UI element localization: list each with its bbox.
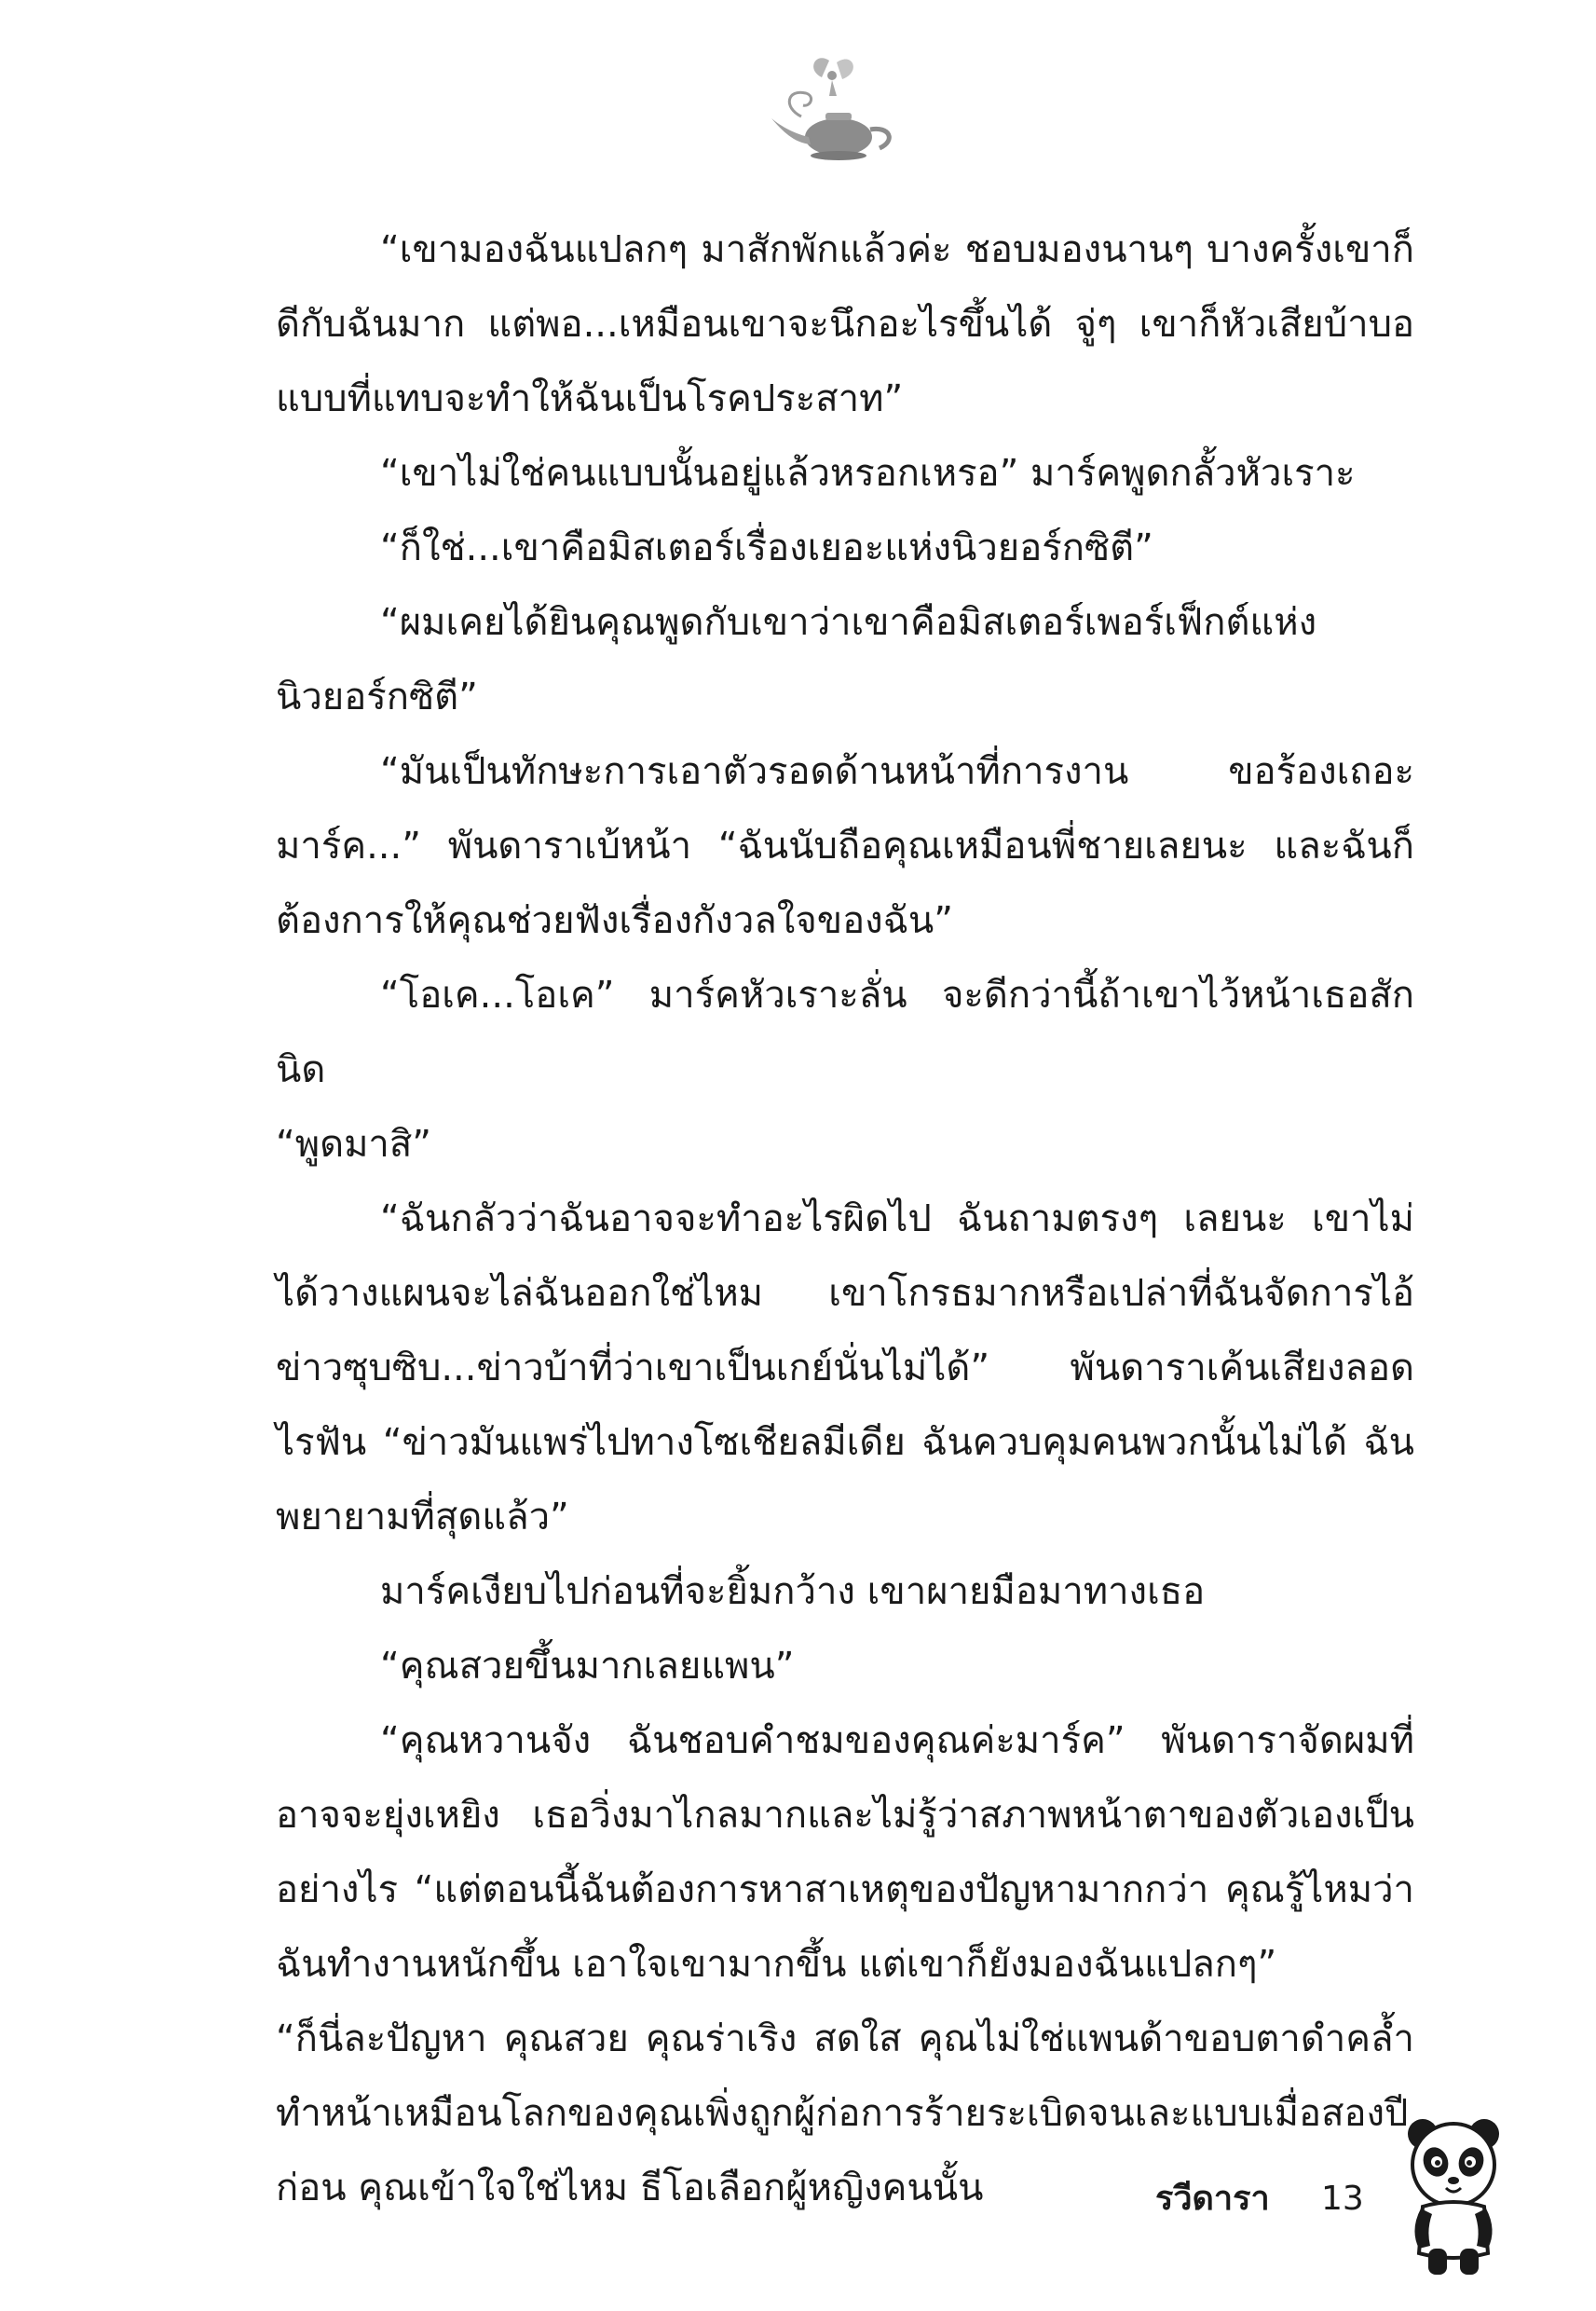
- body-text: [276, 212, 1414, 2225]
- paragraph: “คุณสวยขึ้นมากเลยแพน”: [380, 1645, 795, 1688]
- paragraph: “ก็นี่ละปัญหา คุณสวย คุณร่าเริง สดใส คุณไม่ใช่แพนด้าขอบตาดำคล้ำ ทำหน้าเหมือนโลกของคุณเพิ่งถูกผู้ก่อการร้ายระเบิดจนเละแบบเมื่อสองปีก่อน คุณเข้าใจใช่ไหม ธีโอเลือกผู้หญิงคนนั้น: [276, 2017, 1414, 2209]
- page-footer: [1155, 2171, 1398, 2227]
- paragraph: มาร์คเงียบไปก่อนที่จะยิ้มกว้าง เขาผายมือมาทางเธอ: [380, 1570, 1206, 1613]
- teapot-fairy-icon: [764, 51, 904, 172]
- paragraph: “เขามองฉันแปลกๆ มาสักพักแล้วค่ะ ชอบมองนานๆ บางครั้งเขาก็ดีกับฉันมาก แต่พอ...เหมือนเขาจะนึกอะไรขึ้นได้ จู่ๆ เขาก็หัวเสียบ้าบอแบบที่แทบจะทำให้ฉันเป็นโรคประสาท”: [276, 228, 1414, 420]
- panda-icon: [1402, 2113, 1505, 2281]
- page-number: 13: [1321, 2180, 1364, 2218]
- paragraph: “ฉันกลัวว่าฉันอาจจะทำอะไรผิดไป ฉันถามตรงๆ เลยนะ เขาไม่ได้วางแผนจะไล่ฉันออกใช่ไหม เขาโกรธมากหรือเปล่าที่ฉันจัดการไอ้ข่าวซุบซิบ...ข่าวบ้าที่ว่าเขาเป็นเกย์นั่นไม่ได้” พันดาราเค้นเสียงลอดไรฟัน “ข่าวมันแพร่ไปทางโซเชียลมีเดีย ฉันควบคุมคนพวกนั้นไม่ได้ ฉันพยายามที่สุดแล้ว”: [276, 1197, 1414, 1538]
- paragraph: “ผมเคยได้ยินคุณพูดกับเขาว่าเขาคือมิสเตอร์เพอร์เฟ็กต์แห่งนิวยอร์กซิตี”: [276, 601, 1317, 718]
- paragraph: “ก็ใช่...เขาคือมิสเตอร์เรื่องเยอะแห่งนิวยอร์กซิตี”: [380, 526, 1153, 569]
- paragraph: “พูดมาสิ”: [276, 1123, 432, 1166]
- paragraph: “โอเค...โอเค” มาร์คหัวเราะลั่น จะดีกว่านี้ถ้าเขาไว้หน้าเธอสักนิด: [276, 974, 1414, 1091]
- paragraph: “มันเป็นทักษะการเอาตัวรอดด้านหน้าที่การงาน ขอร้องเถอะมาร์ค...” พันดาราเบ้หน้า “ฉันนับถือคุณเหมือนพี่ชายเลยนะ และฉันก็ต้องการให้คุณช่วยฟังเรื่องกังวลใจของฉัน”: [276, 750, 1414, 942]
- paragraph: “คุณหวานจัง ฉันชอบคำชมของคุณค่ะมาร์ค” พันดาราจัดผมที่อาจจะยุ่งเหยิง เธอวิ่งมาไกลมากและไม่รู้ว่าสภาพหน้าตาของตัวเองเป็นอย่างไร “แต่ตอนนี้ฉันต้องการหาสาเหตุของปัญหามากกว่า คุณรู้ไหมว่าฉันทำงานหนักขึ้น เอาใจเขามากขึ้น แต่เขาก็ยังมองฉันแปลกๆ”: [276, 1719, 1414, 1986]
- paragraph: “เขาไม่ใช่คนแบบนั้นอยู่แล้วหรอกเหรอ” มาร์คพูดกลั้วหัวเราะ: [380, 452, 1356, 495]
- book-title: รวีดารา: [1155, 2180, 1270, 2218]
